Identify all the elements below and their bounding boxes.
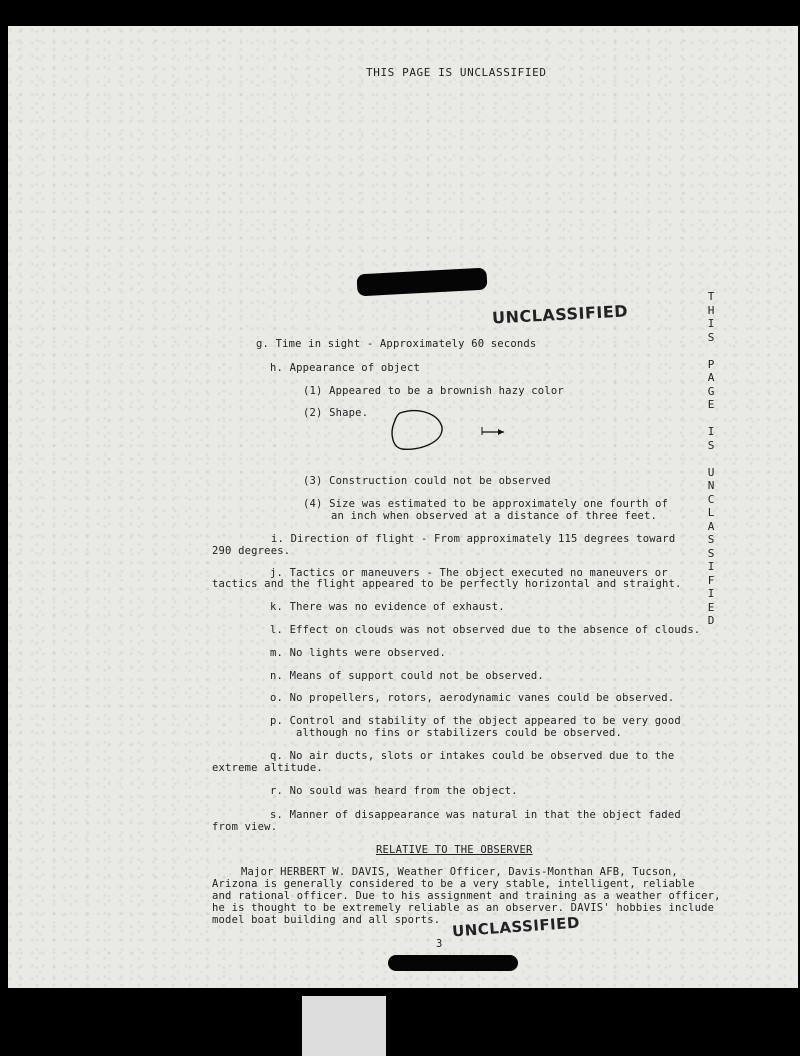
side-letter: I bbox=[707, 560, 715, 573]
item-k: k. There was no evidence of exhaust. bbox=[270, 601, 505, 613]
item-n: n. Means of support could not be observed. bbox=[270, 670, 544, 682]
item-i-line1: i. Direction of flight - From approximately 115 degrees toward bbox=[271, 533, 676, 545]
side-letter: L bbox=[707, 506, 715, 519]
side-letter: I bbox=[707, 317, 715, 330]
side-letter: G bbox=[707, 384, 715, 398]
item-h: h. Appearance of object bbox=[270, 362, 420, 374]
item-i-line2: 290 degrees. bbox=[212, 545, 291, 557]
item-h4-line2: an inch when observed at a distance of three feet. bbox=[331, 510, 658, 522]
side-letter: I bbox=[707, 425, 715, 438]
item-p-line1: p. Control and stability of the object appeared to be very good bbox=[270, 715, 681, 727]
side-letter bbox=[704, 452, 718, 466]
item-h1: (1) Appeared to be a brownish hazy color bbox=[303, 385, 564, 397]
item-h3: (3) Construction could not be observed bbox=[303, 475, 551, 487]
side-letter: F bbox=[707, 573, 715, 587]
side-letter: I bbox=[707, 587, 715, 600]
item-h2: (2) Shape. bbox=[303, 407, 369, 419]
observer-heading: RELATIVE TO THE OBSERVER bbox=[376, 844, 533, 856]
side-letter: S bbox=[707, 438, 715, 452]
item-g: g. Time in sight - Approximately 60 seconds bbox=[256, 338, 537, 350]
item-l: l. Effect on clouds was not observed due to the absence of clouds. bbox=[270, 624, 701, 636]
unclassified-stamp-top: UNCLASSIFIED bbox=[491, 301, 629, 328]
side-letter: S bbox=[707, 330, 715, 344]
item-h4-line1: (4) Size was estimated to be approximately one fourth of bbox=[303, 498, 669, 510]
side-letter: C bbox=[707, 492, 715, 506]
observer-para-line5: model boat building and all sports. bbox=[212, 914, 441, 926]
side-letter: H bbox=[707, 303, 715, 317]
side-vertical-text bbox=[704, 290, 718, 628]
object-shape-sketch bbox=[388, 405, 508, 455]
side-letter: T bbox=[707, 290, 715, 303]
item-j-line2: tactics and the flight appeared to be perfectly horizontal and straight. bbox=[212, 578, 682, 590]
side-letter: N bbox=[707, 479, 715, 492]
item-o: o. No propellers, rotors, aerodynamic vanes could be observed. bbox=[270, 692, 675, 704]
unclassified-stamp-bottom: UNCLASSIFIED bbox=[451, 913, 581, 941]
observer-para-line4: he is thought to be extremely reliable as an observer. DAVIS' hobbies include bbox=[212, 902, 715, 914]
side-letter: S bbox=[707, 533, 715, 546]
side-letter: P bbox=[707, 357, 715, 371]
side-letter: U bbox=[707, 465, 715, 479]
redaction-bar-bottom bbox=[388, 955, 518, 971]
side-letter: E bbox=[707, 600, 715, 614]
item-q-line2: extreme altitude. bbox=[212, 762, 323, 774]
side-letter bbox=[704, 344, 718, 358]
side-letter: A bbox=[707, 519, 715, 533]
side-letter: S bbox=[707, 546, 715, 560]
scan-edge-strip bbox=[302, 996, 386, 1056]
side-letter: A bbox=[707, 371, 715, 384]
observer-para-line2: Arizona is generally considered to be a very stable, intelligent, reliable bbox=[212, 878, 695, 890]
item-q-line1: q. No air ducts, slots or intakes could be observed due to the bbox=[270, 750, 675, 762]
item-p-line2: although no fins or stabilizers could be observed. bbox=[296, 727, 623, 739]
observer-para-line1: Major HERBERT W. DAVIS, Weather Officer, Davis-Monthan AFB, Tucson, bbox=[241, 866, 678, 878]
item-s-line1: s. Manner of disappearance was natural in that the object faded bbox=[270, 809, 681, 821]
page-header: THIS PAGE IS UNCLASSIFIED bbox=[366, 66, 547, 79]
side-letter: E bbox=[707, 398, 715, 411]
page-number: 3 bbox=[436, 938, 443, 950]
item-s-line2: from view. bbox=[212, 821, 278, 833]
side-letter: D bbox=[707, 614, 715, 627]
item-j-line1: j. Tactics or maneuvers - The object executed no maneuvers or bbox=[270, 567, 668, 579]
item-r: r. No sould was heard from the object. bbox=[270, 785, 518, 797]
observer-para-line3: and rational officer. Due to his assignment and training as a weather officer, bbox=[212, 890, 721, 902]
item-m: m. No lights were observed. bbox=[270, 647, 447, 659]
side-letter bbox=[704, 412, 718, 426]
